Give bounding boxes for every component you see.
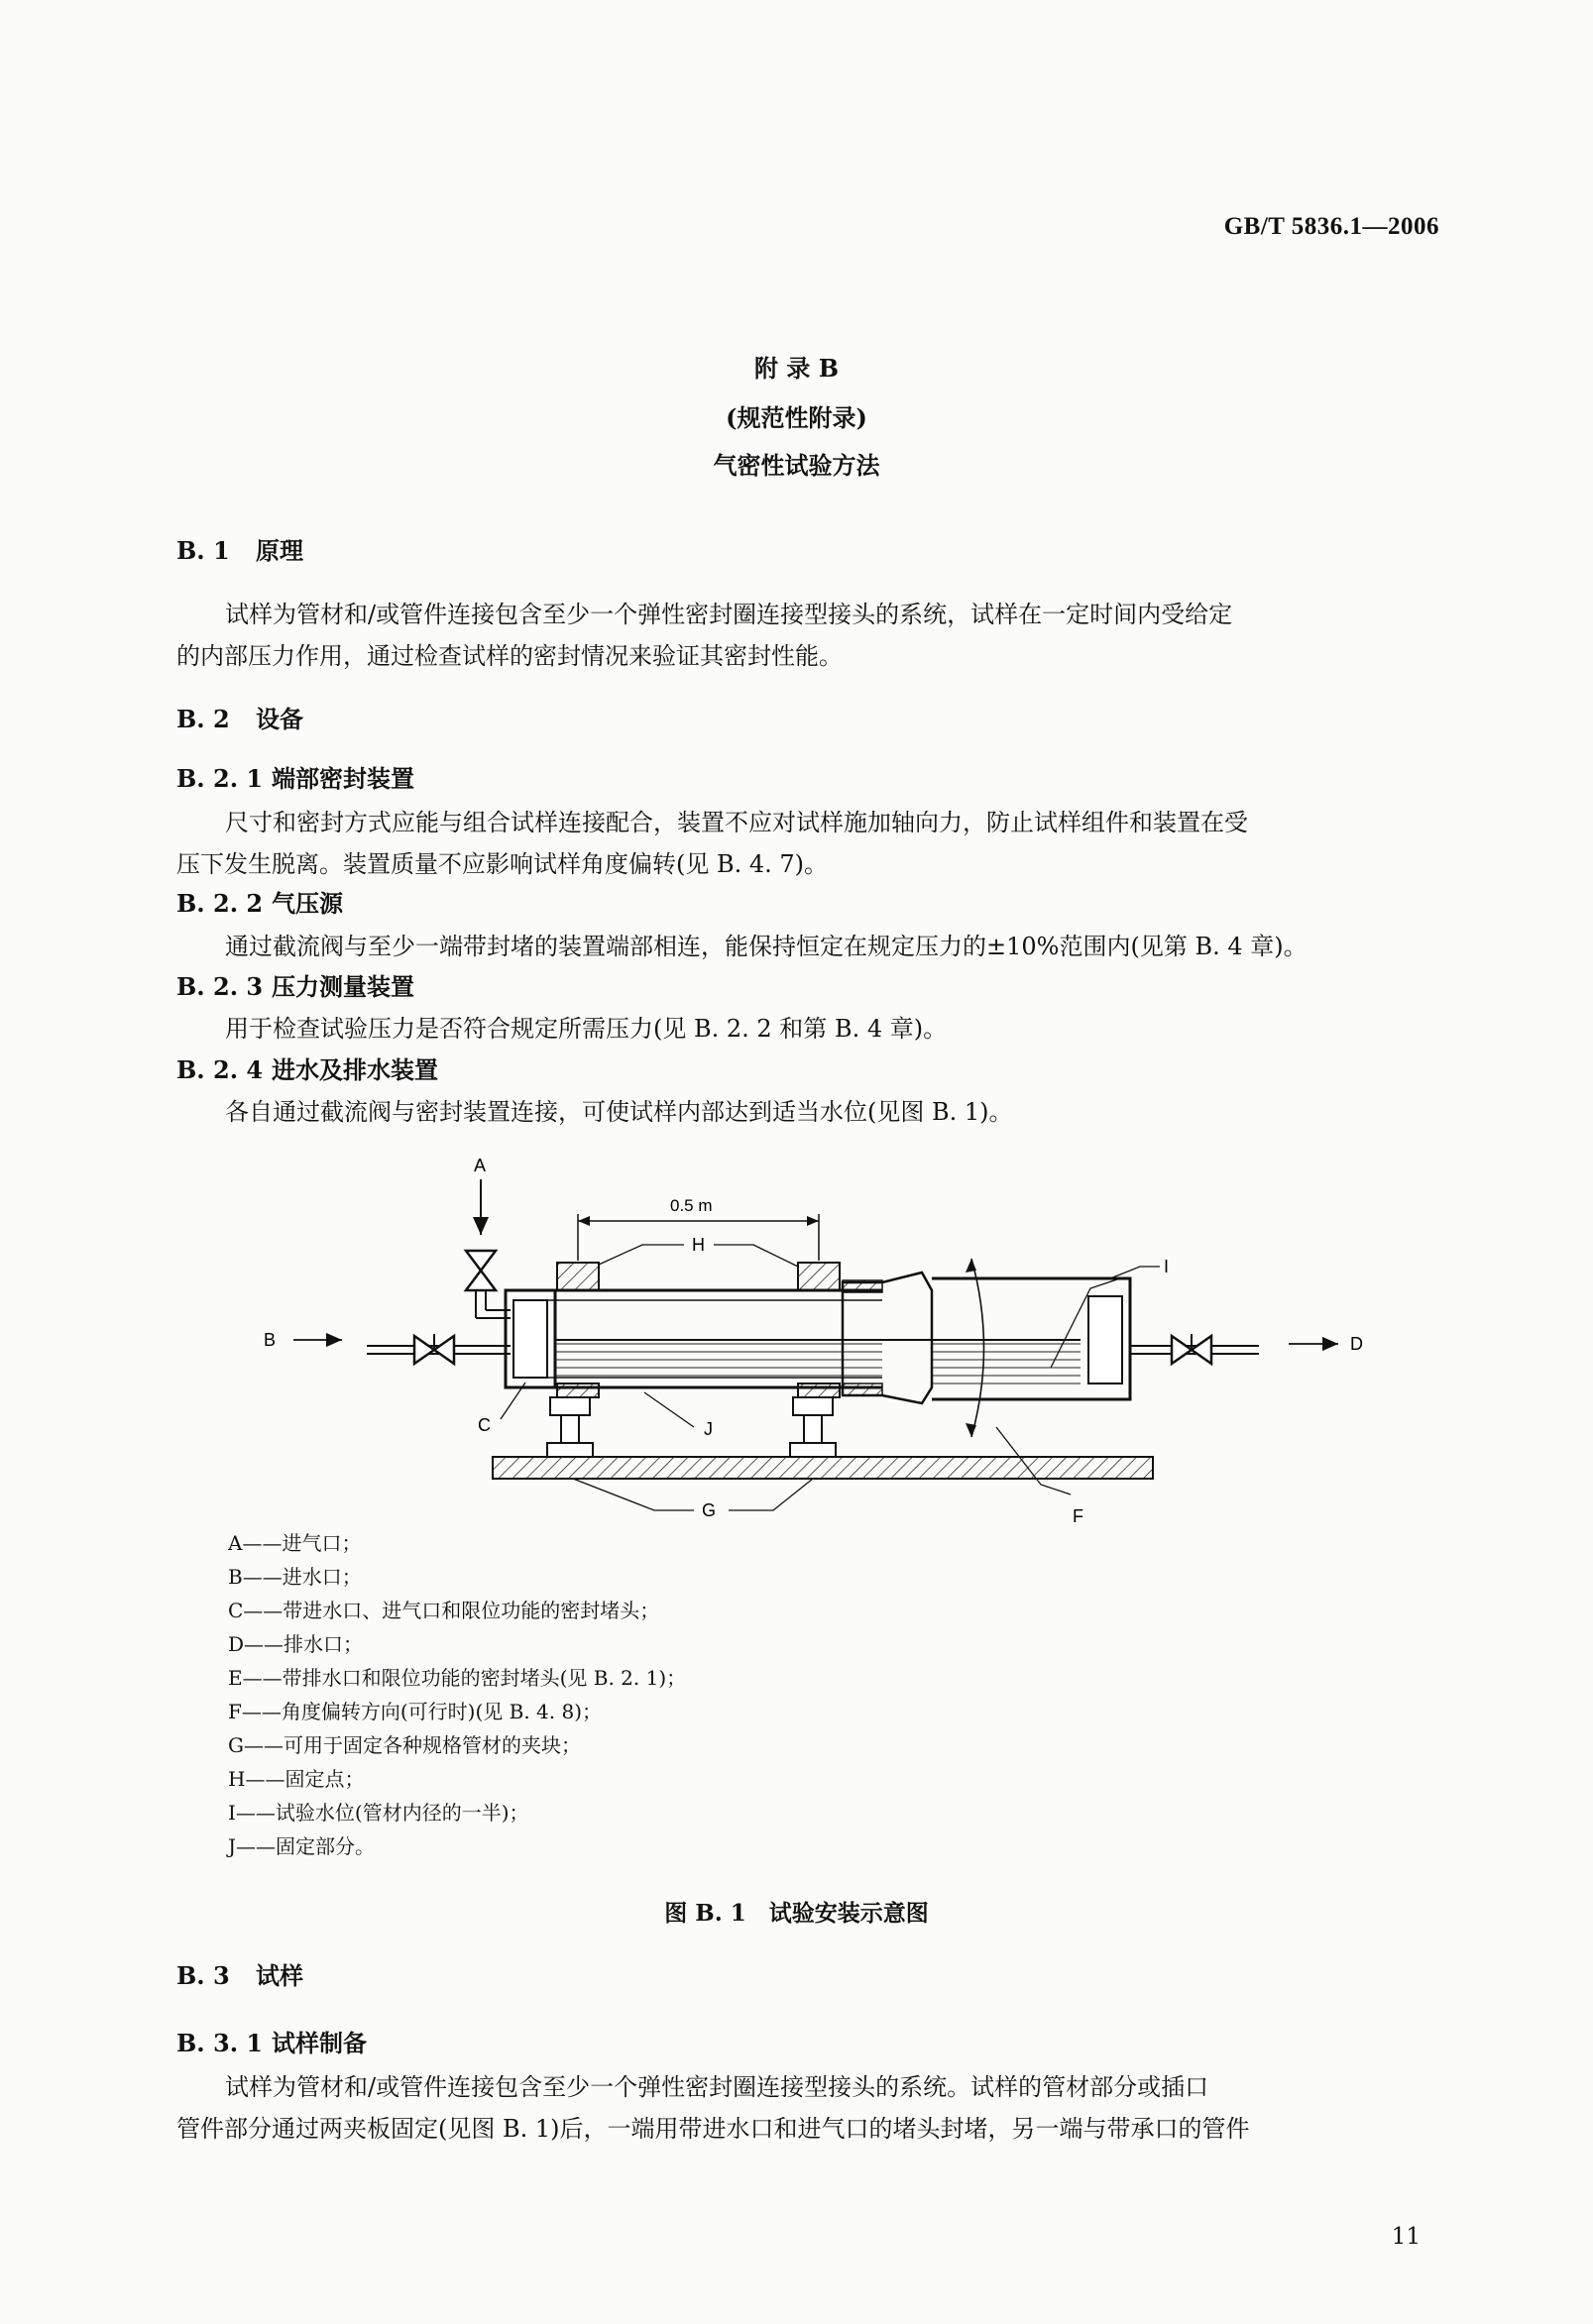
section-number: B. 1 [176,536,230,565]
label-h: H [692,1235,705,1255]
label-c: C [478,1415,491,1435]
section-title: 气压源 [272,889,343,918]
paragraph-b24: 各自通过截流阀与密封装置连接，可使试样内部达到适当水位(见图 B. 1)。 [225,1098,1013,1126]
section-number: B. 2 [176,705,230,733]
legend-item: E——带排水口和限位功能的密封堵头(见 B. 2. 1)； [228,1666,687,1690]
valve-a [466,1251,496,1290]
section-heading-b3 [176,1956,303,1991]
section-title: 压力测量装置 [272,972,414,1001]
section-number: B. 2. 1 [176,764,264,793]
page-number: 11 [1391,2224,1421,2250]
section-number: B. 3 [176,1961,230,1990]
legend-item: B——进水口； [228,1565,362,1589]
label-a: A [474,1156,487,1175]
section-number: B. 2. 3 [176,972,264,1001]
section-title: 端部密封装置 [272,764,414,793]
paragraph-b23: 用于检查试验压力是否符合规定所需压力(见 B. 2. 2 和第 B. 4 章)。 [225,1015,948,1043]
section-number: B. 2. 2 [176,889,264,918]
label-i: I [1164,1257,1170,1276]
paragraph-b22: 通过截流阀与至少一端带封堵的装置端部相连，能保持恒定在规定压力的±10%范围内(见第 B. 4 章)。 [225,933,1308,960]
support-left [547,1397,593,1457]
support-right [790,1397,836,1457]
section-title: 原理 [256,536,303,565]
paragraph-b21-line1: 尺寸和密封方式应能与组合试样连接配合，装置不应对试样施加轴向力，防止试样组件和装置在受 [225,809,1248,836]
appendix-title: 附 录 B [754,354,839,383]
legend-item: C——带进水口、进气口和限位功能的密封堵头； [228,1599,660,1622]
clamp-top-left [557,1263,599,1290]
section-title: 设备 [256,705,303,733]
paragraph-b31-line2: 管件部分通过两夹板固定(见图 B. 1)后，一端用带进水口和进气口的堵头封堵，另一端与带承口的管件 [176,2115,1250,2143]
legend-item: H——固定点； [228,1767,365,1791]
legend-item: I——试验水位(管材内径的一半)； [228,1801,529,1825]
section-number: B. 3. 1 [176,2029,264,2057]
section-title: 试样制备 [272,2029,367,2057]
label-b: B [264,1330,277,1350]
paragraph-b1-line2: 的内部压力作用，通过检查试样的密封情况来验证其密封性能。 [176,642,843,670]
label-g: G [702,1500,717,1520]
label-dimension: 0.5 m [670,1196,713,1215]
label-j: J [704,1419,713,1439]
section-title: 试样 [256,1961,303,1990]
paragraph-b21-line2: 压下发生脱离。装置质量不应影响试样角度偏转(见 B. 4. 7)。 [176,850,829,878]
legend-item: A——进气口； [228,1531,362,1555]
section-heading-b31 [176,2024,367,2058]
label-d: D [1350,1334,1363,1354]
figure-caption: 图 B. 1 试验安装示意图 [664,1900,929,1927]
section-title: 进水及排水装置 [272,1055,438,1084]
clamp-top-right [798,1263,840,1290]
standard-code: GB/T 5836.1—2006 [1223,213,1439,240]
paragraph-b31-line1: 试样为管材和/或管件连接包含至少一个弹性密封圈连接型接头的系统。试样的管材部分或插口 [225,2073,1209,2101]
appendix-type: (规范性附录) [726,403,867,432]
clamp-bottom-right [798,1383,840,1397]
legend-item: G——可用于固定各种规格管材的夹块； [228,1733,581,1757]
base-plate [493,1457,1153,1479]
legend-item: F——角度偏转方向(可行时)(见 B. 4. 8)； [228,1700,603,1723]
label-f: F [1073,1506,1083,1526]
section-number: B. 2. 4 [176,1055,264,1084]
legend-item: J——固定部分。 [228,1834,376,1858]
appendix-name: 气密性试验方法 [713,451,880,480]
clamp-bottom-left [557,1383,599,1397]
paragraph-b1-line1: 试样为管材和/或管件连接包含至少一个弹性密封圈连接型接头的系统，试样在一定时间内受给定 [225,601,1233,628]
figure-legend [228,1526,686,1863]
legend-item: D——排水口； [228,1632,364,1656]
